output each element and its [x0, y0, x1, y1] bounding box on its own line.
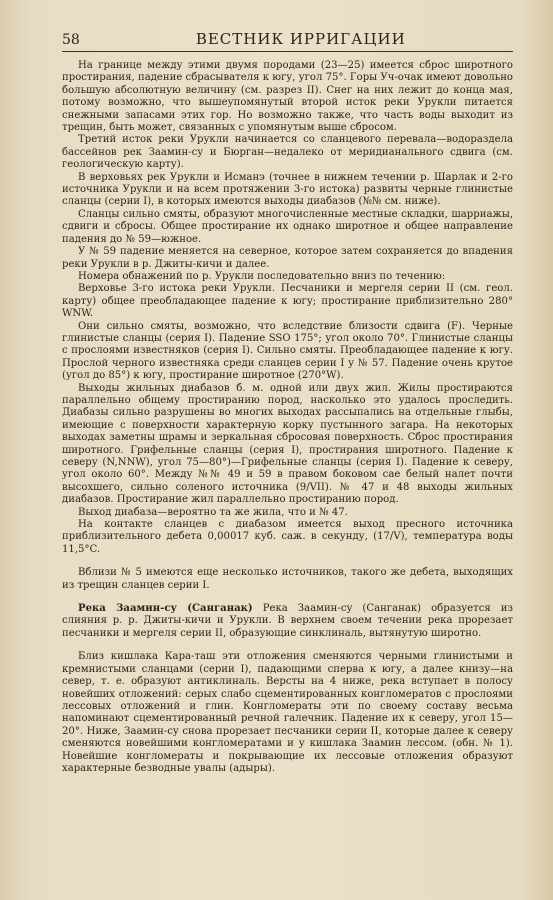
section-lead: Река Заамин-су (Санганак) образуется из слияния р. р. Джиты-кичи и Урукли. В верхнем своем течении река прорезает песчаники и мергеля серии II, образующие синклиналь, вытянутую широтно.	[62, 603, 513, 639]
section-paragraph	[62, 603, 513, 640]
paragraph: Третий исток реки Урукли начинается со сланцевого перевала—водораздела бассейнов рек Заамин-су и Бюрган—недалеко от меридианального сдвига (см. геологическую карту).	[62, 134, 513, 171]
article-body	[62, 60, 513, 775]
page-header	[62, 30, 513, 52]
paragraph: Выходы жильных диабазов б. м. одной или двух жил. Жилы простираются параллельно общему простиранию пород, насколько это удалось проследить. Диабазы сильно разрушены во многих выходах рассыпались на отдельные глыбы, имеющие с поверхности характерную корку пустынного загара. На некоторых выходах заметны шрамы и зеркальная сбросовая поверхность. Сброс простирания широтного. Грифельные сланцы (серия I), простирания широтного. Падение к северу (N,NNW), угол 75—80°)—Грифельные сланцы (серия I). Падение к северу, угол около 60°. Между №№ 49 и 59 в правом боковом сае белый налет почти высохшего, сильно соленого источника (9/VII). № 47 и 48 выходы жильных диабазов. Простирание жил параллельно простиранию пород.	[62, 382, 513, 506]
paragraph: На контакте сланцев с диабазом имеется выход пресного источника приблизительного дебета 0,00017 куб. саж. в секунду, (17/V), температура воды 11,5°C.	[62, 519, 513, 555]
paragraph: Вблизи № 5 имеются еще несколько источников, такого же дебета, выходящих из трещин сланцев серии I.	[62, 567, 513, 591]
paragraph: На границе между этими двумя породами (23—25) имеется сброс широтного простирания, падение сбрасывателя к югу, угол 75°. Горы Уч-очак имеют довольно большую абсолютную величину (см. разрез II). Снег на них лежит до конца мая, потому возможно, что вышеупомянутый второй исток реки Урукли питается снежными запасами этих гор. Но возможно также, что часть воды выходит из трещин, быть может, связанных с упомянутым выше сбросом.	[62, 60, 513, 134]
paragraph: Близ кишлака Кара-таш эти отложения сменяются черными глинистыми и кремнистыми сланцами (серии I), падающими сперва к югу, а далее книзу—на север, т. е. образуют антиклиналь. Версты на 4 ниже, река вступает в полосу новейших отложений: серых слабо сцементированных конгломератов с прослоями лессовых отложений и глин. Конгломераты эти по своему составу весьма напоминают сцементированный речной галечник. Падение их к северу, угол 15—20°. Ниже, Заамин-су снова прорезает песчаники серии II, которые далее к северу сменяются новейшими конгломератами и у кишлака Заамин лессом. (обн. № 1). Новейшие конгломераты и покрывающие их лессовые отложения образуют характерные безводные увалы (адыры).	[62, 651, 513, 774]
paragraph: У № 59 падение меняется на северное, которое затем сохраняется до впадения реки Урукли в р. Джиты-кичи и далее.	[62, 246, 513, 270]
paragraph: В верховьях рек Урукли и Исманэ (точнее в нижнем течении р. Шарлак и 2-го источника Урукли и на всем протяжении 3-го истока) развиты черные глинистые сланцы (серии I), в которых имеются выходы диабазов (№№ см. ниже).	[62, 171, 513, 208]
section-title: Река Заамин-су (Санганак)	[78, 603, 253, 615]
paragraph: Сланцы сильно смяты, образуют многочисленные местные складки, шарриажы, сдвиги и сбросы. Общее простирание их однако широтное и общее направление падения до № 59—южное.	[62, 208, 513, 245]
paragraph: Верховье 3-го истока реки Урукли. Песчаники и мергеля серии II (см. геол. карту) общее преобладающее падение к югу; простирание приблизительно 280° WNW.	[62, 283, 513, 320]
paragraph: Выход диабаза—вероятно та же жила, что и № 47.	[78, 506, 348, 518]
journal-title: ВЕСТНИК ИРРИГАЦИИ	[195, 30, 406, 48]
paragraph: Они сильно смяты, возможно, что вследствие близости сдвига (F). Черные глинистые сланцы (серия I). Падение SSO 175°; угол около 70°. Глинистые сланцы с прослоями известняков (серия I). Сильно смяты. Преобладающее падение к югу. Прослой черного известняка среди сланцев серии I у № 57. Падение очень крутое (угол до 85°) к югу, простирание широтное (270°W).	[62, 320, 513, 382]
page-number: 58	[62, 32, 80, 48]
paragraph: Номера обнажений по р. Урукли последовательно вниз по течению:	[78, 270, 446, 282]
